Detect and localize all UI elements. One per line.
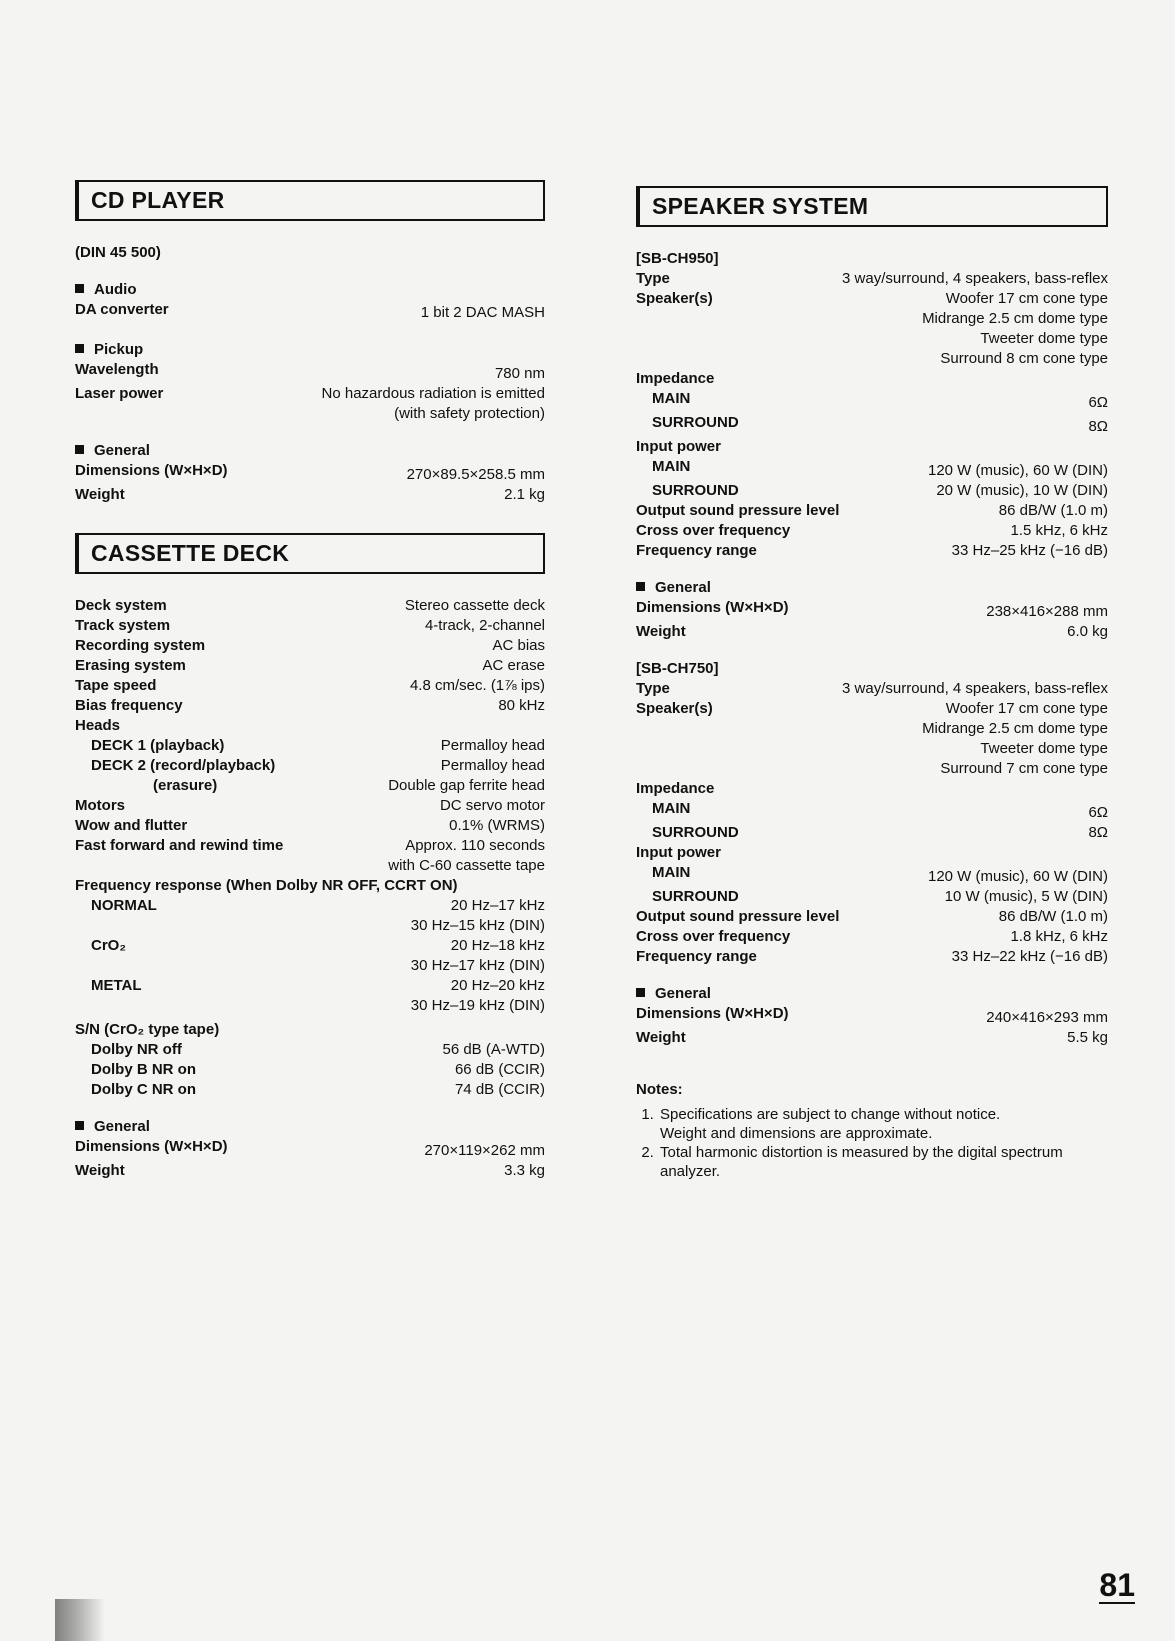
spec-value-continued: Midrange 2.5 cm dome type [922,720,1108,737]
spec-row: Frequency range 33 Hz–22 kHz (−16 dB) [636,948,1108,965]
note-item: 2. Total harmonic distortion is measured by the digital spectrum analyzer. [658,1143,1106,1181]
general-heading: General [636,578,1108,598]
page-number: 81 [1099,1567,1135,1603]
spec-row: Dimensions (W×H×D) 270×89.5×258.5 mm [75,462,545,483]
spec-row: Speaker(s) Woofer 17 cm cone type [636,700,1108,717]
square-bullet-icon [636,988,645,997]
spec-value-continued: Tweeter dome type [980,330,1108,347]
spec-row: (erasure) Double gap ferrite head [153,777,545,794]
spec-row: Deck system Stereo cassette deck [75,597,545,614]
spec-row: Dimensions (W×H×D) 240×416×293 mm [636,1005,1108,1026]
spec-row: Laser power No hazardous radiation is emitted [75,385,545,402]
spec-row: Dimensions (W×H×D) 238×416×288 mm [636,599,1108,620]
spec-row: DECK 2 (record/playback) Permalloy head [91,757,545,774]
spec-row: Speaker(s) Woofer 17 cm cone type [636,290,1108,307]
general-heading: General [75,1117,545,1137]
spec-value-continued: with C-60 cassette tape [388,857,545,874]
spec-row: SURROUND 10 W (music), 5 W (DIN) [652,888,1108,905]
spec-row: DA converter 1 bit 2 DAC MASH [75,301,545,321]
spec-row: NORMAL 20 Hz–17 kHz [91,897,545,914]
square-bullet-icon [636,582,645,591]
input-power-label: Input power [636,438,721,455]
note-item: 1. Specifications are subject to change without notice. Weight and dimensions are approximate. [658,1105,1106,1143]
heads-label: Heads [75,717,121,734]
model-heading: [SB-CH950] [636,250,719,267]
spec-row: MAIN 6Ω [652,390,1108,411]
spec-row: MAIN 120 W (music), 60 W (DIN) [652,864,1108,885]
scan-edge-mark [55,1599,105,1641]
spec-value-continued: Midrange 2.5 cm dome type [922,310,1108,327]
cassette-deck-title: CASSETTE DECK [75,533,545,574]
notes-title: Notes: [636,1081,683,1098]
spec-row: SURROUND 8Ω [652,824,1108,841]
spec-row: METAL 20 Hz–20 kHz [91,977,545,994]
square-bullet-icon [75,344,84,353]
impedance-label: Impedance [636,370,715,387]
impedance-label: Impedance [636,780,715,797]
spec-row: Wavelength 780 nm [75,361,545,382]
spec-value-continued: 30 Hz–19 kHz (DIN) [410,997,545,1014]
pickup-heading: Pickup [75,340,545,360]
spec-row: Recording system AC bias [75,637,545,654]
spec-row: Weight 2.1 kg [75,486,545,503]
square-bullet-icon [75,445,84,454]
spec-value-continued: Tweeter dome type [980,740,1108,757]
spec-row: Cross over frequency 1.5 kHz, 6 kHz [636,522,1108,539]
spec-row: Track system 4-track, 2-channel [75,617,545,634]
speaker-system-title: SPEAKER SYSTEM [636,186,1108,227]
square-bullet-icon [75,1121,84,1130]
general-heading: General [75,441,545,461]
square-bullet-icon [75,284,84,293]
spec-value-continued: Surround 7 cm cone type [940,760,1108,777]
notes-list [636,1105,1106,1181]
spec-row: Bias frequency 80 kHz [75,697,545,714]
spec-row: Tape speed 4.8 cm/sec. (1⅞ ips) [75,677,545,694]
spec-row: Output sound pressure level 86 dB/W (1.0 m) [636,908,1108,925]
spec-row: Dimensions (W×H×D) 270×119×262 mm [75,1138,545,1159]
spec-row: Motors DC servo motor [75,797,545,814]
spec-value-continued: 30 Hz–17 kHz (DIN) [410,957,545,974]
spec-row: Weight 5.5 kg [636,1029,1108,1046]
spec-row: Type 3 way/surround, 4 speakers, bass-reflex [636,270,1108,287]
spec-row: DECK 1 (playback) Permalloy head [91,737,545,754]
sn-label: S/N (CrO₂ type tape) [75,1021,220,1038]
freq-response-label: Frequency response (When Dolby NR OFF, CCRT ON) [75,877,458,894]
spec-row: Type 3 way/surround, 4 speakers, bass-reflex [636,680,1108,697]
input-power-label: Input power [636,844,721,861]
spec-row: SURROUND 20 W (music), 10 W (DIN) [652,482,1108,499]
notes-block [636,1080,1106,1181]
left-column [75,180,545,1181]
spec-row: Output sound pressure level 86 dB/W (1.0 m) [636,502,1108,519]
spec-row: MAIN 6Ω [652,800,1108,821]
spec-row: Dolby B NR on 66 dB (CCIR) [91,1061,545,1078]
spec-row: Erasing system AC erase [75,657,545,674]
spec-row: Weight 6.0 kg [636,623,1108,640]
spec-row: Cross over frequency 1.8 kHz, 6 kHz [636,928,1108,945]
spec-value-continued: (with safety protection) [394,405,545,422]
spec-value-continued: 30 Hz–15 kHz (DIN) [410,917,545,934]
right-column [636,186,1108,1048]
cd-player-title: CD PLAYER [75,180,545,221]
spec-row: CrO₂ 20 Hz–18 kHz [91,937,545,954]
spec-row: Dolby NR off 56 dB (A-WTD) [91,1041,545,1058]
spec-row: Weight 3.3 kg [75,1162,545,1179]
audio-heading: Audio [75,280,545,300]
model-heading: [SB-CH750] [636,660,719,677]
general-heading: General [636,984,1108,1004]
din-standard: (DIN 45 500) [75,244,161,261]
spec-row: Dolby C NR on 74 dB (CCIR) [91,1081,545,1098]
spec-row: Fast forward and rewind time Approx. 110 seconds [75,837,545,854]
spec-value-continued: Surround 8 cm cone type [940,350,1108,367]
spec-row: Wow and flutter 0.1% (WRMS) [75,817,545,834]
spec-row: SURROUND 8Ω [652,414,1108,435]
spec-row: MAIN 120 W (music), 60 W (DIN) [652,458,1108,479]
spec-row: Frequency range 33 Hz–25 kHz (−16 dB) [636,542,1108,559]
